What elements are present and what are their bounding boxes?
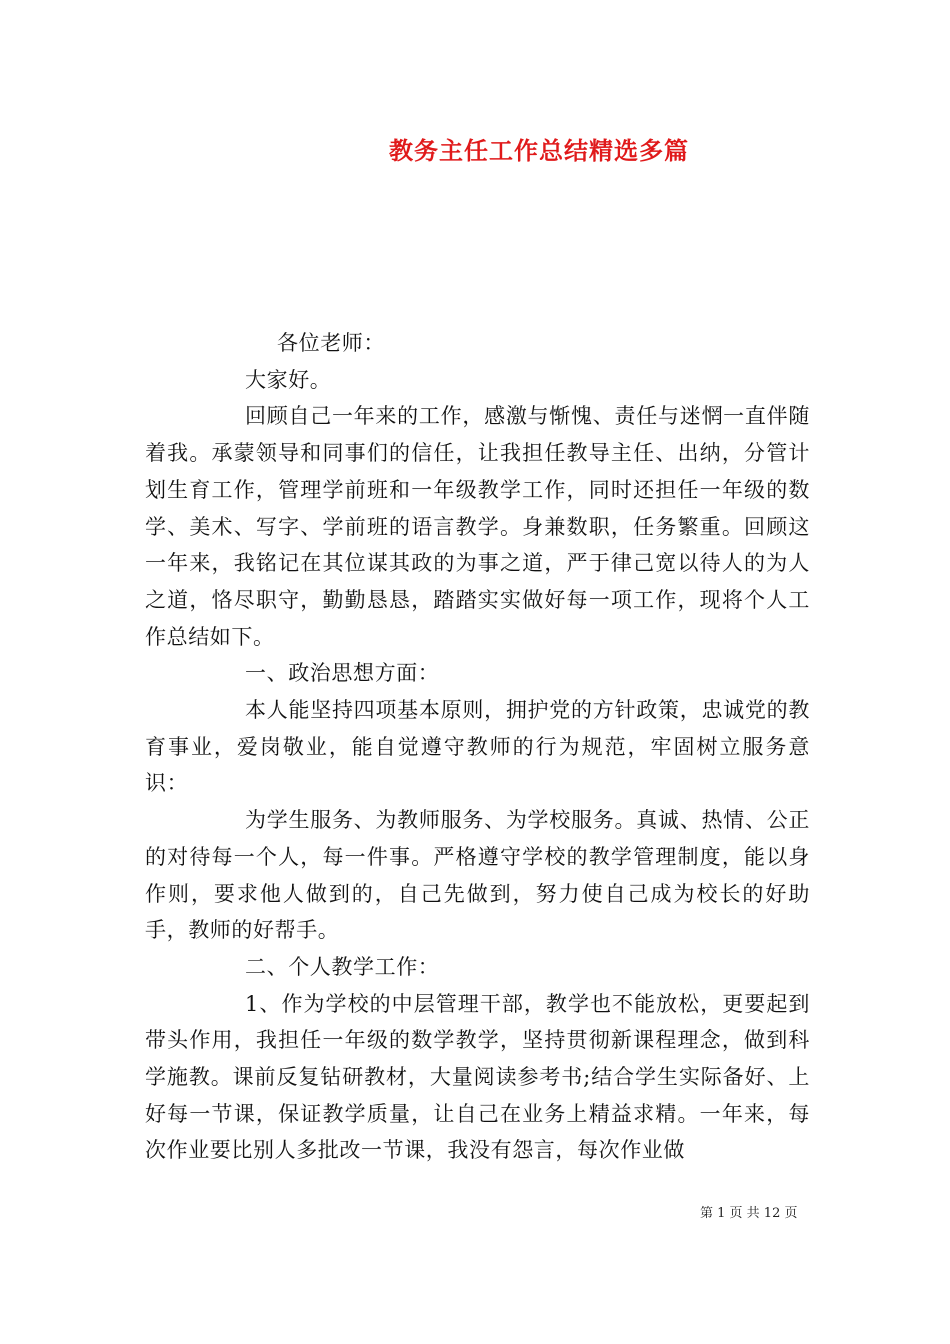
section-heading-politics: 一、政治思想方面： bbox=[245, 661, 440, 686]
salutation-paragraph: 各位老师： bbox=[277, 331, 385, 355]
page-number-footer: 第 1 页 共 12 页 bbox=[700, 1206, 798, 1221]
politics-paragraph: 本人能坚持四项基本原则，拥护党的方针政策，忠诚党的教育事业，爱岗敬业，能自觉遵守教师的行为规范，牢固树立服务意识： bbox=[145, 698, 810, 796]
greeting-paragraph: 大家好。 bbox=[245, 367, 332, 392]
teaching-paragraph: 1、作为学校的中层管理干部，教学也不能放松，更要起到带头作用，我担任一年级的数学教学，坚持贯彻新课程理念，做到科学施教。课前反复钻研教材，大量阅读参考书;结合学生实际备好、上好每一节课，保证教学质量，让自己在业务上精益求精。一年来，每次作业要比别人多批改一节课，我没有怨言，每次作业做 bbox=[145, 991, 810, 1163]
document-body bbox=[145, 325, 810, 1169]
service-paragraph: 为学生服务、为教师服务、为学校服务。真诚、热情、公正的对待每一个人，每一件事。严格遵守学校的教学管理制度，能以身作则，要求他人做到的，自己先做到，努力使自己成为校长的好助手，教师的好帮手。 bbox=[145, 808, 810, 943]
section-heading-teaching: 二、个人教学工作： bbox=[245, 954, 440, 979]
document-title: 教务主任工作总结精选多篇 bbox=[389, 136, 689, 165]
intro-paragraph: 回顾自己一年来的工作，感激与惭愧、责任与迷惘一直伴随着我。承蒙领导和同事们的信任，让我担任教导主任、出纳，分管计划生育工作，管理学前班和一年级教学工作，同时还担任一年级的数学、美术、写字、学前班的语言教学。身兼数职，任务繁重。回顾这一年来，我铭记在其位谋其政的为事之道，严于律己宽以待人的为人之道，恪尽职守，勤勤恳恳，踏踏实实做好每一项工作，现将个人工作总结如下。 bbox=[145, 404, 810, 649]
